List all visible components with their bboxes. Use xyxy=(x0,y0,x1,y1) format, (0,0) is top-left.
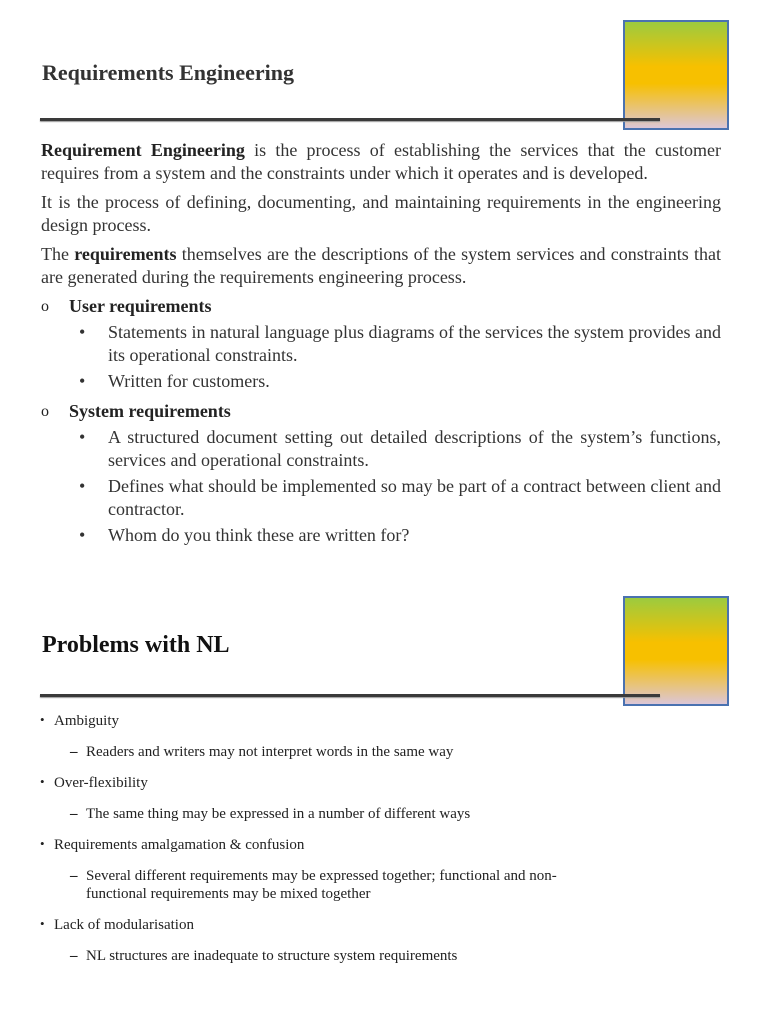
dash-icon: – xyxy=(70,948,78,964)
bullet-icon: • xyxy=(40,712,45,727)
bullet-icon: • xyxy=(79,322,86,342)
list-item xyxy=(40,836,640,854)
term-requirement-engineering: Requirement Engineering xyxy=(41,140,245,160)
bullet-icon: • xyxy=(40,836,45,851)
paragraph-text: The xyxy=(41,244,75,264)
list-item xyxy=(40,774,640,792)
slide-problems-with-nl xyxy=(0,590,768,1020)
list-heading-system-requirements xyxy=(41,400,721,423)
dash-icon: – xyxy=(70,868,78,884)
list-item xyxy=(41,524,721,547)
bullet-icon: • xyxy=(79,371,86,391)
list-item-text: Statements in natural language plus diagrams of the services the system provides and its operational constraints. xyxy=(108,322,721,365)
sub-list-item xyxy=(40,947,640,965)
problems-list xyxy=(40,712,640,978)
list-item xyxy=(41,475,721,521)
paragraph-text: themselves are the descriptions of the system services and constraints that are generated during the requirements engineering process. xyxy=(41,244,722,287)
list-item-text: Whom do you think these are written for? xyxy=(108,525,410,545)
list-item-text: Lack of modularisation xyxy=(54,917,194,933)
bullet-icon: • xyxy=(40,916,45,931)
sub-list-item-text: Readers and writers may not interpret words in the same way xyxy=(86,744,454,760)
circle-bullet: o xyxy=(41,298,49,315)
list-item xyxy=(40,712,640,730)
gradient-decoration xyxy=(623,20,729,130)
list-item xyxy=(41,321,721,367)
list-heading-text: System requirements xyxy=(69,401,231,421)
sub-list-item xyxy=(40,805,640,823)
list-heading-text: User requirements xyxy=(69,296,212,316)
list-item-text: Written for customers. xyxy=(108,371,270,391)
title-divider xyxy=(40,118,660,121)
bullet-icon: • xyxy=(79,427,86,447)
bullet-icon: • xyxy=(79,525,86,545)
bullet-icon: • xyxy=(40,774,45,789)
bullet-icon: • xyxy=(79,476,86,496)
sub-list-item-text: NL structures are inadequate to structure system requirements xyxy=(86,948,458,964)
paragraph-requirements xyxy=(41,243,721,289)
sub-list-item xyxy=(40,743,640,761)
slide-title: Problems with NL xyxy=(42,632,230,658)
slide-body xyxy=(41,139,721,550)
list-item xyxy=(41,370,721,393)
list-item xyxy=(40,916,640,934)
paragraph-text: is the process of establishing the services that the customer requires from a system and the constraints under which it operates and is developed. xyxy=(41,140,721,183)
sub-list-item-text: Several different requirements may be expressed together; functional and non-functional requirements may be mixed together xyxy=(86,868,557,902)
paragraph-process: It is the process of defining, documenting, and maintaining requirements in the engineering design process. xyxy=(41,192,721,235)
circle-bullet: o xyxy=(41,403,49,420)
gradient-decoration xyxy=(623,596,729,706)
list-item-text: Defines what should be implemented so may be part of a contract between client and contractor. xyxy=(108,476,721,519)
term-requirements: requirements xyxy=(74,244,177,264)
list-item-text: Requirements amalgamation & confusion xyxy=(54,837,305,853)
paragraph-definition xyxy=(41,139,721,185)
sub-list-item-text: The same thing may be expressed in a number of different ways xyxy=(86,806,471,822)
list-heading-user-requirements xyxy=(41,295,721,318)
list-item-text: A structured document setting out detailed descriptions of the system’s functions, services and operational constraints. xyxy=(108,427,721,470)
list-item-text: Ambiguity xyxy=(54,713,120,729)
dash-icon: – xyxy=(70,806,78,822)
list-item xyxy=(41,426,721,472)
sub-list-item xyxy=(40,867,606,903)
title-divider xyxy=(40,694,660,697)
list-item-text: Over-flexibility xyxy=(54,775,148,791)
slide-title: Requirements Engineering xyxy=(42,60,294,85)
dash-icon: – xyxy=(70,744,78,760)
